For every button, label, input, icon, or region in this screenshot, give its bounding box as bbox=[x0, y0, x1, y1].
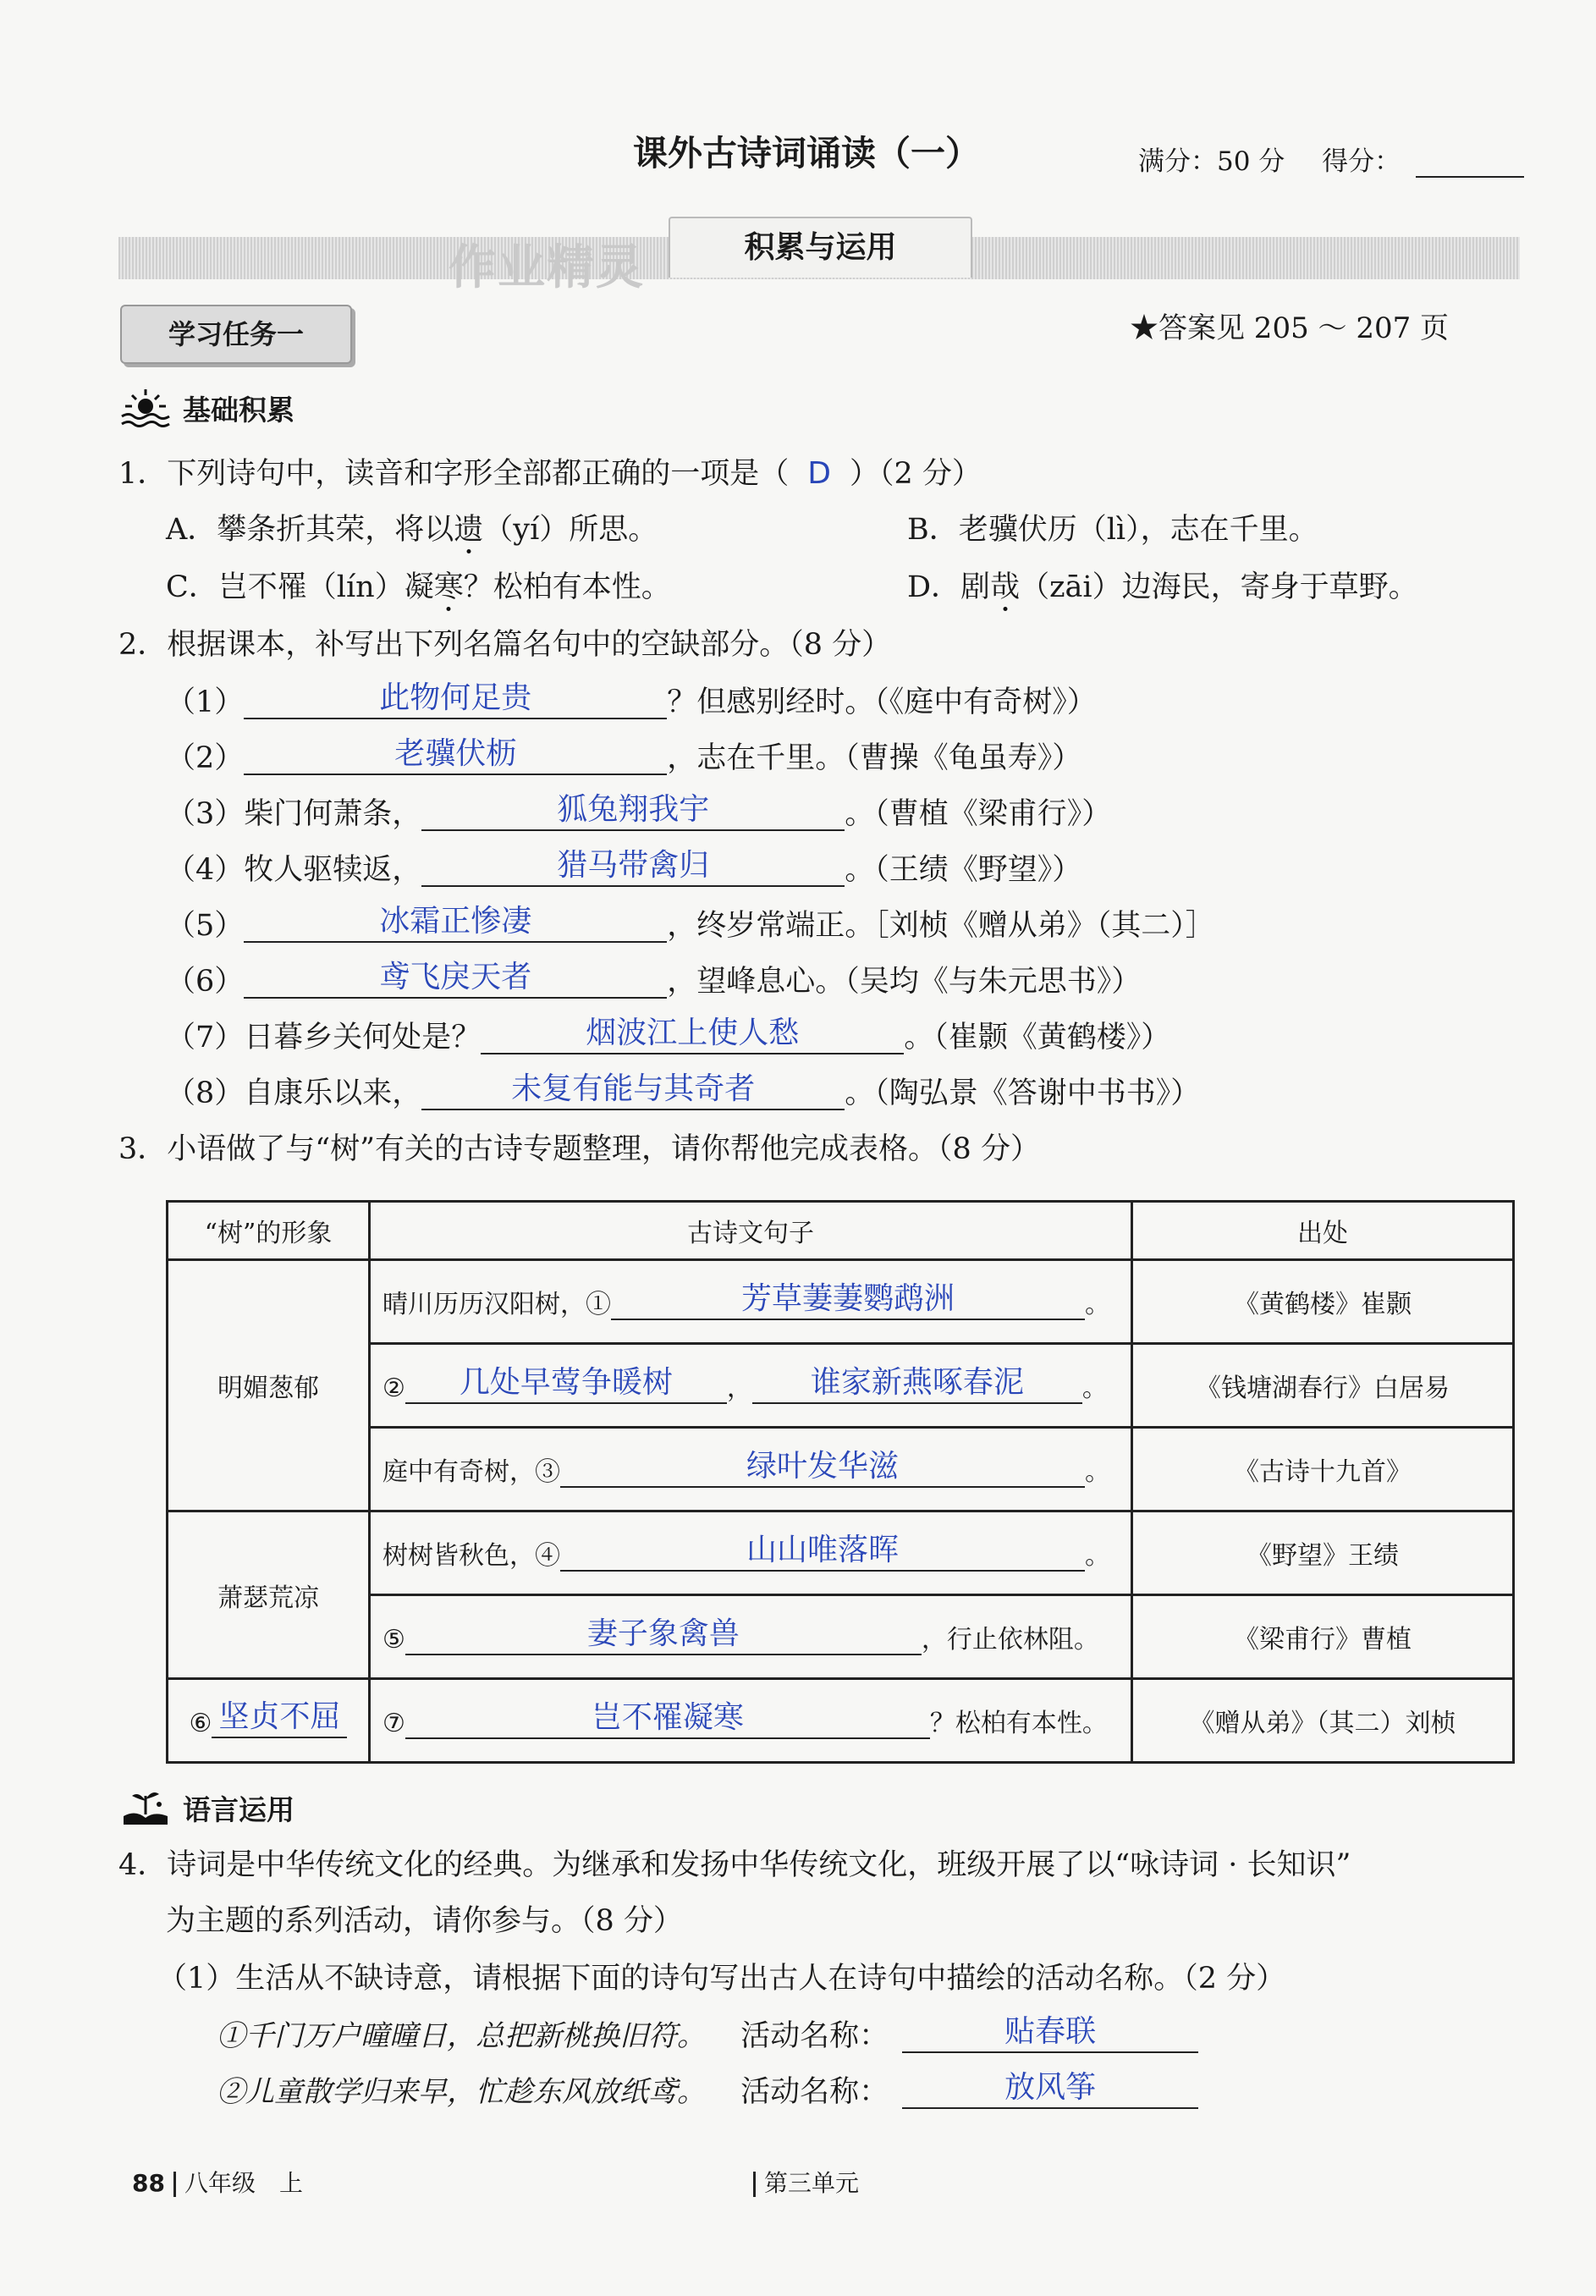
sunrise-icon bbox=[120, 388, 171, 428]
answer-q2-7: 烟波江上使人愁 bbox=[586, 1016, 800, 1050]
sentence-cell: 树树皆秋色，④ 山山唯落晖 。 bbox=[370, 1511, 1132, 1595]
answer-q2-1: 此物何足贵 bbox=[379, 680, 532, 715]
answer-q4-2: 放风筝 bbox=[1004, 2070, 1097, 2105]
table-row bbox=[168, 1511, 1514, 1595]
section-heading-language: 语言运用 bbox=[120, 1787, 294, 1828]
answer-q3-2a: 几处早莺争暖树 bbox=[459, 1365, 673, 1400]
q2-item-7: （7）日暮乡关何处是？ 烟波江上使人愁 。（崔颢《黄鹤楼》） bbox=[166, 1016, 1171, 1054]
answer-q3-2b: 谁家新燕啄春泥 bbox=[810, 1365, 1024, 1400]
sentence-cell: 庭中有奇树，③ 绿叶发华滋 。 bbox=[370, 1428, 1132, 1511]
source-cell: 《黄鹤楼》崔颢 bbox=[1132, 1260, 1514, 1344]
sentence-cell: ⑤ 妻子象禽兽 ，行止依林阻。 bbox=[370, 1595, 1132, 1679]
source-cell: 《野望》王绩 bbox=[1132, 1511, 1514, 1595]
answer-q2-8: 未复有能与其奇者 bbox=[511, 1071, 756, 1106]
table-row bbox=[168, 1595, 1514, 1679]
table-row bbox=[168, 1260, 1514, 1344]
task-badge: 学习任务一 bbox=[120, 305, 352, 364]
question-2: 2．根据课本，补写出下列名篇名句中的空缺部分。（8 分） bbox=[118, 628, 892, 662]
tree-table bbox=[166, 1200, 1515, 1764]
option-b: B．老骥伏历（lì），志在千里。 bbox=[907, 513, 1318, 547]
answer-q3-5: 妻子象禽兽 bbox=[586, 1616, 740, 1651]
question-4-cont: 为主题的系列活动，请你参与。（8 分） bbox=[166, 1904, 683, 1938]
answer-q3-7: 岂不罹凝寒 bbox=[591, 1700, 744, 1735]
source-cell: 《梁甫行》曹植 bbox=[1132, 1595, 1514, 1679]
image-cell: 明媚葱郁 bbox=[168, 1260, 370, 1511]
answer-q2-2: 老骥伏枥 bbox=[394, 736, 517, 771]
q2-item-4: （4）牧人驱犊返， 猎马带禽归 。（王绩《野望》） bbox=[166, 848, 1082, 887]
question-4-sub1: （1）生活从不缺诗意，请根据下面的诗句写出古人在诗句中描绘的活动名称。（2 分） bbox=[157, 1962, 1286, 1996]
table-header: 出处 bbox=[1132, 1202, 1514, 1260]
answer-q2-5: 冰霜正惨凄 bbox=[379, 904, 532, 939]
table-row bbox=[168, 1344, 1514, 1428]
section-heading-basic: 基础积累 bbox=[120, 388, 294, 428]
sentence-cell: ② 几处早莺争暖树 ， 谁家新燕啄春泥 。 bbox=[370, 1344, 1132, 1428]
q2-item-6: （6） 鸢飞戾天者 ，望峰息心。（吴均《与朱元思书》） bbox=[166, 960, 1142, 999]
table-header: 古诗文句子 bbox=[370, 1202, 1132, 1260]
option-c: C．岂不罹（lín）凝寒？松柏有本性。 bbox=[166, 570, 671, 604]
got-score-label: 得分： bbox=[1322, 146, 1401, 177]
image-cell: 萧瑟荒凉 bbox=[168, 1511, 370, 1679]
answer-reference: ★答案见 205 ～ 207 页 bbox=[1130, 311, 1450, 345]
table-header: “树”的形象 bbox=[168, 1202, 370, 1260]
source-cell: 《钱塘湖春行》白居易 bbox=[1132, 1344, 1514, 1428]
page-number: 88 bbox=[132, 2169, 165, 2197]
answer-q3-6: 坚贞不屈 bbox=[218, 1699, 341, 1734]
sentence-cell: ⑦ 岂不罹凝寒 ？松柏有本性。 bbox=[370, 1679, 1132, 1763]
question-4: 4．诗词是中华传统文化的经典。为继承和发扬中华传统文化，班级开展了以“咏诗词 · 长知识” bbox=[118, 1848, 1351, 1882]
watermark: 作业精灵 bbox=[449, 240, 645, 295]
footer-unit: 第三单元 bbox=[753, 2165, 859, 2199]
plant-icon bbox=[120, 1787, 171, 1828]
grade-label: 八年级 上 bbox=[184, 2169, 303, 2197]
q2-item-1: （1） 此物何足贵 ？但感别经时。（《庭中有奇树》） bbox=[166, 680, 1097, 719]
full-score: 满分：50 分 bbox=[1138, 146, 1285, 177]
source-cell: 《赠从弟》（其二）刘桢 bbox=[1132, 1679, 1514, 1763]
question-1: 1．下列诗句中，读音和字形全部都正确的一项是（ D ）（2 分） bbox=[118, 456, 982, 491]
answer-q3-3: 绿叶发华滋 bbox=[746, 1449, 899, 1484]
question-3: 3．小语做了与“树”有关的古诗专题整理，请你帮他完成表格。（8 分） bbox=[118, 1132, 1040, 1166]
sentence-cell: 晴川历历汉阳树，① 芳草萋萋鹦鹉洲 。 bbox=[370, 1260, 1132, 1344]
banner-label: 积累与运用 bbox=[669, 217, 972, 278]
q2-item-2: （2） 老骥伏枥 ，志在千里。（曹操《龟虽寿》） bbox=[166, 736, 1082, 775]
score-blank bbox=[1416, 151, 1524, 178]
activity-line-1: ①千门万户曈曈日，总把新桃换旧符。 活动名称： 贴春联 bbox=[217, 2018, 1198, 2053]
table-row bbox=[168, 1428, 1514, 1511]
page-title: 课外古诗词诵读（一） bbox=[633, 133, 980, 173]
option-a: A．攀条折其荣，将以遗（yí）所思。 bbox=[166, 513, 658, 547]
answer-q4-1: 贴春联 bbox=[1004, 2014, 1097, 2049]
option-d: D．剧哉（zāi）边海民，寄身于草野。 bbox=[907, 570, 1418, 604]
answer-q3-4: 山山唯落晖 bbox=[746, 1533, 899, 1567]
source-cell: 《古诗十九首》 bbox=[1132, 1428, 1514, 1511]
footer-left bbox=[132, 2165, 303, 2199]
q2-item-8: （8）自康乐以来， 未复有能与其奇者 。（陶弘景《答谢中书书》） bbox=[166, 1071, 1201, 1110]
q2-item-3: （3）柴门何萧条， 狐兔翔我宇 。（曹植《梁甫行》） bbox=[166, 792, 1112, 831]
answer-q2-3: 狐兔翔我宇 bbox=[557, 792, 710, 827]
answer-q3-1: 芳草萋萋鹦鹉洲 bbox=[740, 1281, 955, 1316]
activity-line-2: ②儿童散学归来早，忙趁东风放纸鸢。 活动名称： 放风筝 bbox=[217, 2073, 1198, 2109]
q2-item-5: （5） 冰霜正惨凄 ，终岁常端正。［刘桢《赠从弟》（其二）］ bbox=[166, 904, 1215, 943]
score-area bbox=[1138, 140, 1524, 178]
image-cell: ⑥ 坚贞不屈 bbox=[168, 1679, 370, 1763]
answer-q2-4: 猎马带禽归 bbox=[557, 848, 710, 883]
table-row bbox=[168, 1679, 1514, 1763]
answer-q1: D bbox=[807, 456, 832, 491]
answer-q2-6: 鸢飞戾天者 bbox=[379, 960, 532, 994]
table-header-row bbox=[168, 1202, 1514, 1260]
